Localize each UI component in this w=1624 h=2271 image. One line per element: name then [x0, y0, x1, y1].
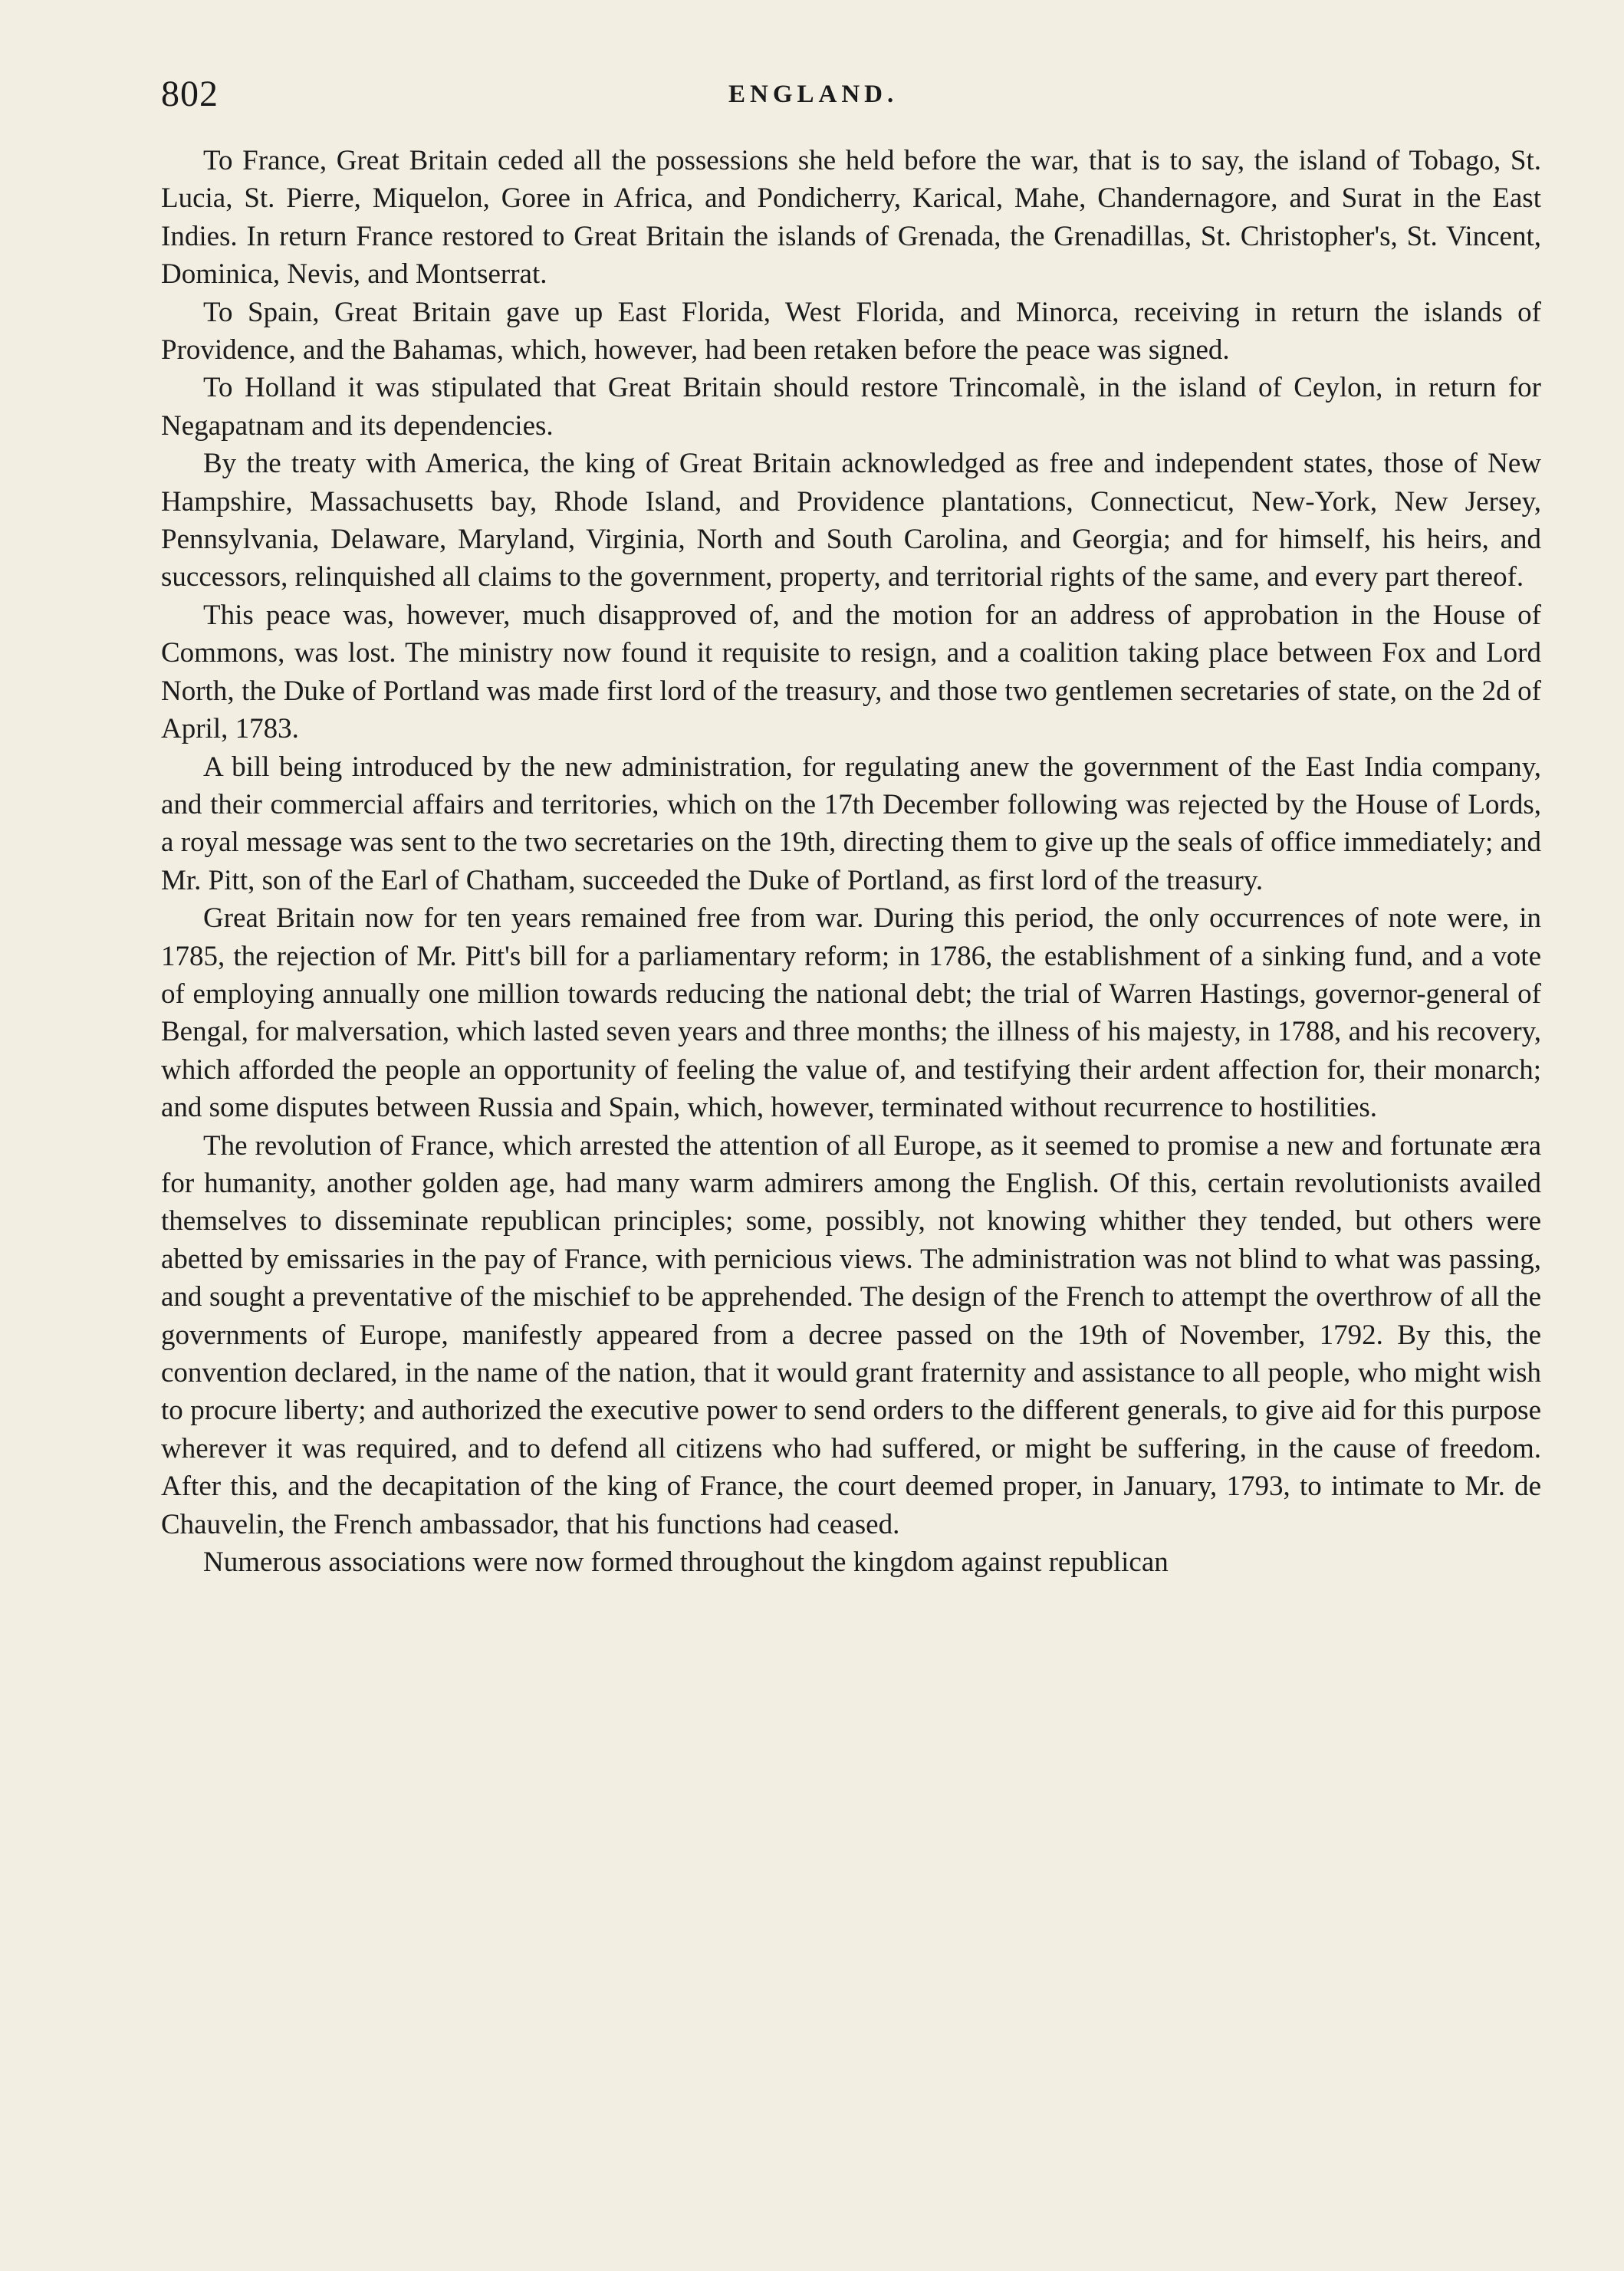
body-text [161, 142, 1541, 1581]
paragraph-cessions-to-spain: To Spain, Great Britain gave up East Florida, West Florida, and Minorca, receiving in return the islands of Providence, and the Bahamas, which, however, had been retaken before the peace was signed. [161, 296, 1541, 366]
paragraph-treaty-with-america: By the treaty with America, the king of Great Britain acknowledged as free and independent states, those of New Hampshire, Massachusetts bay, Rhode Island, and Providence plantations, Connecticut, New-York, New Jersey, Pennsylvania, Delaware, Maryland, Virginia, North and South Carolina, and Georgia; and for himself, his heirs, and successors, relinquished all claims to the government, property, and territorial rights of the same, and every part thereof. [161, 448, 1541, 593]
paragraph-french-revolution: The revolution of France, which arrested the attention of all Europe, as it seemed to promise a new and fortunate æra for humanity, another golden age, had many warm admirers among the English. Of this, certain revolutionists availed themselves to disseminate republican principles; some, possibly, not knowing whither they tended, but others were abetted by emissaries in the pay of France, with pernicious views. The administration was not blind to what was passing, and sought a preventative of the mischief to be apprehended. The design of the French to attempt the overthrow of all the governments of Europe, manifestly appeared from a decree passed on the 19th of November, 1792. By this, the convention declared, in the name of the nation, that it would grant fraternity and assistance to all people, who might wish to procure liberty; and authorized the executive power to send orders to the different generals, to give aid for this purpose wherever it was required, and to defend all citizens who had suffered, or might be suffering, in the cause of freedom. After this, and the decapitation of the king of France, the court deemed proper, in January, 1793, to intimate to Mr. de Chauvelin, the French ambassador, that his functions had ceased. [161, 1129, 1541, 1540]
paragraph-east-india-bill: A bill being introduced by the new administration, for regulating anew the government of the East India company, and their commercial affairs and territories, which on the 17th December following was rejected by the House of Lords, a royal message was sent to the two secretaries on the 19th, directing them to give up the seals of office immediately; and Mr. Pitt, son of the Earl of Chatham, succeeded the Duke of Portland, as first lord of the treasury. [161, 751, 1541, 896]
page-number: 802 [161, 74, 219, 114]
paragraph-peace-disapproved: This peace was, however, much disapproved of, and the motion for an address of approbation in the House of Commons, was lost. The ministry now found it requisite to resign, and a coalition taking place between Fox and Lord North, the Duke of Portland was made first lord of the treasury, and those two gentlemen secretaries of state, on the 2d of April, 1783. [161, 599, 1541, 745]
running-head: ENGLAND. [728, 81, 899, 108]
paragraph-ten-years-peace: Great Britain now for ten years remained free from war. During this period, the only occurrences of note were, in 1785, the rejection of Mr. Pitt's bill for a parliamentary reform; in 1786, the establishment of a sinking fund, and a vote of employing annually one million towards reducing the national debt; the trial of Warren Hastings, governor-general of Bengal, for malversation, which lasted seven years and three months; the illness of his majesty, in 1788, and his recovery, which afforded the people an opportunity of feeling the value of, and testifying their ardent affection for, their monarch; and some disputes between Russia and Spain, which, however, terminated without recurrence to hostilities. [161, 902, 1541, 1124]
page-header [161, 73, 1534, 127]
paragraph-associations: Numerous associations were now formed throughout the kingdom against republican [203, 1546, 1169, 1579]
paragraph-cessions-to-france: To France, Great Britain ceded all the possessions she held before the war, that is to say, the island of Tobago, St. Lucia, St. Pierre, Miquelon, Goree in Africa, and Pondicherry, Karical, Mahe, Chandernagore, and Surat in the East Indies. In return France restored to Great Britain the islands of Grenada, the Grenadillas, St. Christopher's, St. Vincent, Dominica, Nevis, and Montserrat. [161, 145, 1541, 291]
paragraph-holland: To Holland it was stipulated that Great Britain should restore Trincomalè, in the island of Ceylon, in return for Negapatnam and its dependencies. [161, 372, 1541, 442]
